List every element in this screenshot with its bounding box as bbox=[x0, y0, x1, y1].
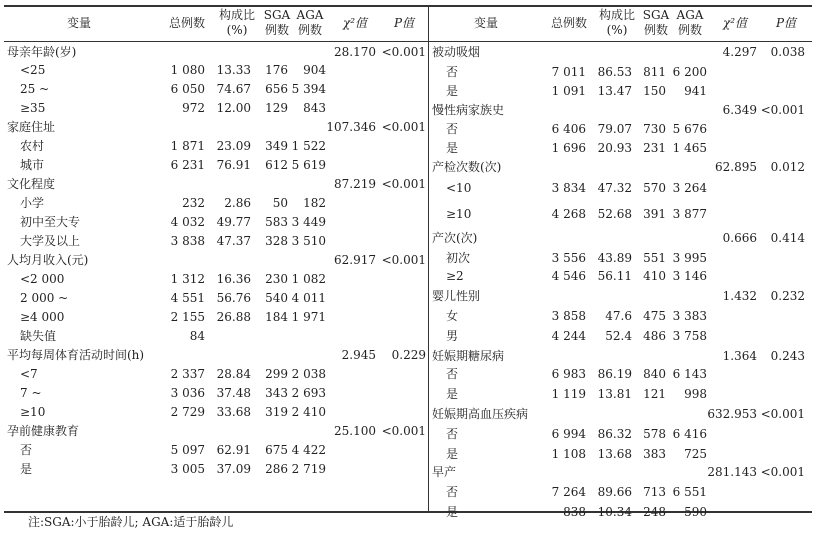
table-row bbox=[4, 347, 812, 365]
header-variable-left: 变量 bbox=[66, 15, 91, 30]
cell-sga: 570 bbox=[643, 181, 666, 195]
row-category-label: 人均月收入(元) bbox=[7, 253, 89, 267]
row-sublabel: 25 ~ bbox=[20, 82, 50, 96]
cell-total: 3 834 bbox=[551, 181, 586, 195]
cell-total: 2 155 bbox=[170, 310, 205, 324]
row-sublabel: 女 bbox=[446, 309, 459, 323]
table-row bbox=[4, 43, 812, 61]
header-sga-left: SGA 例数 bbox=[263, 8, 291, 37]
row-sublabel: 是 bbox=[446, 84, 459, 98]
cell-p bbox=[745, 365, 805, 383]
cell-p: <0.001 bbox=[381, 177, 426, 191]
cell-p: <0.001 bbox=[381, 45, 426, 59]
row-category-label: 孕前健康教育 bbox=[7, 424, 80, 438]
cell-sga: 578 bbox=[643, 427, 666, 441]
row-sublabel: 是 bbox=[446, 387, 459, 401]
cell-sga: 299 bbox=[265, 367, 288, 381]
cell-ratio: 86.19 bbox=[597, 367, 632, 381]
cell-sga: 230 bbox=[265, 272, 288, 286]
cell-ratio: 20.93 bbox=[597, 141, 632, 155]
row-sublabel: 初次 bbox=[446, 251, 471, 265]
row-category-label: 早产 bbox=[432, 465, 457, 479]
cell-sga: 391 bbox=[643, 207, 666, 221]
row-sublabel: <25 bbox=[20, 63, 46, 77]
header-aga-left: AGA 例数 bbox=[296, 8, 324, 37]
cell-total: 3 838 bbox=[170, 234, 205, 248]
cell-chi: 4.297 bbox=[722, 45, 757, 59]
row-sublabel: ≥4 000 bbox=[20, 310, 65, 324]
row-sublabel: 否 bbox=[446, 367, 459, 381]
cell-sga: 231 bbox=[643, 141, 666, 155]
cell-total: 1 119 bbox=[551, 387, 586, 401]
cell-aga: 3 146 bbox=[672, 269, 707, 283]
table-row bbox=[4, 139, 812, 157]
cell-sga: 840 bbox=[643, 367, 666, 381]
cell-aga: 1 522 bbox=[291, 139, 326, 153]
cell-total: 6 994 bbox=[551, 427, 586, 441]
cell-aga: 3 383 bbox=[672, 309, 707, 323]
cell-ratio: 47.32 bbox=[597, 181, 632, 195]
cell-ratio: 52.68 bbox=[597, 207, 632, 221]
cell-aga: 1 465 bbox=[672, 141, 707, 155]
cell-total: 6 050 bbox=[170, 82, 205, 96]
row-sublabel: 否 bbox=[446, 427, 459, 441]
row-category-label: 慢性病家族史 bbox=[432, 103, 505, 117]
cell-p bbox=[745, 205, 805, 223]
header-variable-right: 变量 bbox=[473, 15, 498, 30]
table-row bbox=[4, 179, 812, 197]
row-sublabel: 小学 bbox=[20, 196, 45, 210]
cell-ratio: 86.32 bbox=[597, 427, 632, 441]
cell-chi: 25.100 bbox=[334, 424, 376, 438]
cell-p: 0.414 bbox=[770, 231, 805, 245]
cell-total: 1 108 bbox=[551, 447, 586, 461]
cell-total: 232 bbox=[182, 196, 205, 210]
cell-ratio: 76.91 bbox=[216, 158, 251, 172]
cell-ratio: 33.68 bbox=[216, 405, 251, 419]
cell-sga: 176 bbox=[265, 63, 288, 77]
cell-total: 6 231 bbox=[170, 158, 205, 172]
row-sublabel: 是 bbox=[20, 462, 33, 476]
cell-p: 0.038 bbox=[770, 45, 805, 59]
row-category-label: 婴儿性别 bbox=[432, 289, 481, 303]
table-row bbox=[4, 229, 812, 247]
row-sublabel: ≥35 bbox=[20, 101, 46, 115]
row-sublabel: 初中至大专 bbox=[20, 215, 81, 229]
cell-sga: 343 bbox=[265, 386, 288, 400]
row-sublabel: 是 bbox=[446, 447, 459, 461]
cell-total: 3 556 bbox=[551, 251, 586, 265]
cell-aga: 1 971 bbox=[291, 310, 326, 324]
header-total-right: 总例数 bbox=[550, 15, 587, 30]
cell-p bbox=[745, 139, 805, 157]
cell-ratio: 49.77 bbox=[216, 215, 251, 229]
cell-aga: 3 995 bbox=[672, 251, 707, 265]
cell-sga: 583 bbox=[265, 215, 288, 229]
table-row bbox=[4, 483, 812, 501]
cell-total: 972 bbox=[182, 101, 205, 115]
cell-sga: 349 bbox=[265, 139, 288, 153]
cell-total: 838 bbox=[563, 505, 586, 519]
cell-aga: 2 719 bbox=[291, 462, 326, 476]
cell-aga: 1 082 bbox=[291, 272, 326, 286]
cell-ratio: 37.48 bbox=[216, 386, 251, 400]
cell-total: 1 696 bbox=[551, 141, 586, 155]
cell-aga: 998 bbox=[684, 387, 707, 401]
cell-ratio: 52.4 bbox=[605, 329, 632, 343]
cell-total: 1 091 bbox=[551, 84, 586, 98]
row-category-label: 妊娠期高血压疾病 bbox=[432, 407, 529, 421]
cell-total: 6 406 bbox=[551, 122, 586, 136]
cell-p bbox=[745, 503, 805, 521]
cell-ratio: 23.09 bbox=[216, 139, 251, 153]
cell-aga: 3 758 bbox=[672, 329, 707, 343]
cell-ratio: 74.67 bbox=[216, 82, 251, 96]
cell-ratio: 13.81 bbox=[597, 387, 632, 401]
cell-aga: 843 bbox=[303, 101, 326, 115]
table-row bbox=[4, 463, 812, 481]
cell-ratio: 28.84 bbox=[216, 367, 251, 381]
cell-chi: 28.170 bbox=[334, 45, 376, 59]
cell-sga: 129 bbox=[265, 101, 288, 115]
cell-sga: 675 bbox=[265, 443, 288, 457]
row-category-label: 平均每周体育活动时间(h) bbox=[7, 348, 145, 362]
header-p-left: P值 bbox=[393, 15, 415, 30]
row-category-label: 产检次数(次) bbox=[432, 160, 502, 174]
cell-total: 4 032 bbox=[170, 215, 205, 229]
cell-p bbox=[745, 82, 805, 100]
cell-sga: 475 bbox=[643, 309, 666, 323]
cell-p: <0.001 bbox=[760, 103, 805, 117]
cell-chi: 6.349 bbox=[722, 103, 757, 117]
cell-ratio: 47.6 bbox=[605, 309, 632, 323]
cell-total: 4 546 bbox=[551, 269, 586, 283]
row-sublabel: 城市 bbox=[20, 158, 45, 172]
cell-total: 84 bbox=[189, 329, 205, 343]
table-header-rule bbox=[4, 41, 812, 42]
cell-ratio: 16.36 bbox=[216, 272, 251, 286]
header-chi-left: χ²值 bbox=[342, 15, 368, 30]
cell-ratio: 62.91 bbox=[216, 443, 251, 457]
cell-ratio: 26.88 bbox=[216, 310, 251, 324]
cell-ratio: 10.34 bbox=[597, 505, 632, 519]
cell-aga: 2 038 bbox=[291, 367, 326, 381]
cell-ratio: 13.47 bbox=[597, 84, 632, 98]
cell-ratio: 86.53 bbox=[597, 65, 632, 79]
table-row bbox=[4, 120, 812, 138]
header-chi-right: χ²值 bbox=[722, 15, 748, 30]
cell-total: 3 005 bbox=[170, 462, 205, 476]
cell-aga: 3 510 bbox=[291, 234, 326, 248]
row-category-label: 母亲年龄(岁) bbox=[7, 45, 77, 59]
cell-aga: 6 416 bbox=[672, 427, 707, 441]
cell-aga: 904 bbox=[303, 63, 326, 77]
cell-aga: 725 bbox=[684, 447, 707, 461]
table-row bbox=[4, 158, 812, 176]
row-category-label: 产次(次) bbox=[432, 231, 478, 245]
cell-ratio: 12.00 bbox=[216, 101, 251, 115]
cell-p: 0.243 bbox=[770, 349, 805, 363]
cell-total: 6 983 bbox=[551, 367, 586, 381]
row-sublabel: 7 ~ bbox=[20, 386, 42, 400]
cell-p: <0.001 bbox=[381, 120, 426, 134]
cell-total: 3 858 bbox=[551, 309, 586, 323]
table-row bbox=[4, 205, 812, 223]
cell-sga: 121 bbox=[643, 387, 666, 401]
row-sublabel: <2 000 bbox=[20, 272, 65, 286]
cell-chi: 107.346 bbox=[326, 120, 376, 134]
cell-total: 1 080 bbox=[170, 63, 205, 77]
header-aga-right: AGA 例数 bbox=[676, 8, 704, 37]
cell-total: 2 337 bbox=[170, 367, 205, 381]
cell-aga: 590 bbox=[684, 505, 707, 519]
table-row bbox=[4, 385, 812, 403]
row-category-label: 被动吸烟 bbox=[432, 45, 481, 59]
cell-sga: 319 bbox=[265, 405, 288, 419]
cell-total: 4 244 bbox=[551, 329, 586, 343]
row-sublabel: 2 000 ~ bbox=[20, 291, 69, 305]
table-row bbox=[4, 327, 812, 345]
row-category-label: 家庭住址 bbox=[7, 120, 56, 134]
cell-ratio: 37.09 bbox=[216, 462, 251, 476]
row-sublabel: 否 bbox=[446, 485, 459, 499]
cell-sga: 540 bbox=[265, 291, 288, 305]
cell-p: 0.229 bbox=[391, 348, 426, 362]
table-row bbox=[4, 267, 812, 285]
cell-ratio: 43.89 bbox=[597, 251, 632, 265]
cell-sga: 248 bbox=[643, 505, 666, 519]
cell-total: 4 268 bbox=[551, 207, 586, 221]
cell-total: 4 551 bbox=[170, 291, 205, 305]
cell-p bbox=[745, 120, 805, 138]
header-sga-right: SGA 例数 bbox=[642, 8, 670, 37]
table-row bbox=[4, 405, 812, 423]
cell-sga: 551 bbox=[643, 251, 666, 265]
cell-ratio: 56.76 bbox=[216, 291, 251, 305]
row-sublabel: 是 bbox=[446, 141, 459, 155]
cell-total: 7 011 bbox=[551, 65, 586, 79]
cell-sga: 811 bbox=[643, 65, 666, 79]
cell-chi: 2.945 bbox=[341, 348, 376, 362]
cell-chi: 62.895 bbox=[715, 160, 757, 174]
cell-ratio: 2.86 bbox=[224, 196, 251, 210]
cell-p bbox=[745, 267, 805, 285]
cell-aga: 3 877 bbox=[672, 207, 707, 221]
table-row bbox=[4, 425, 812, 443]
cell-total: 1 871 bbox=[170, 139, 205, 153]
cell-p: <0.001 bbox=[760, 407, 805, 421]
header-total-left: 总例数 bbox=[168, 15, 205, 30]
cell-aga: 4 011 bbox=[291, 291, 326, 305]
cell-p bbox=[745, 483, 805, 501]
row-category-label: 文化程度 bbox=[7, 177, 56, 191]
cell-p: 0.012 bbox=[770, 160, 805, 174]
row-sublabel: <7 bbox=[20, 367, 38, 381]
cell-sga: 656 bbox=[265, 82, 288, 96]
cell-ratio: 79.07 bbox=[597, 122, 632, 136]
cell-aga: 6 551 bbox=[672, 485, 707, 499]
cell-p: <0.001 bbox=[760, 465, 805, 479]
row-sublabel: ≥2 bbox=[446, 269, 464, 283]
cell-p bbox=[745, 249, 805, 267]
cell-sga: 713 bbox=[643, 485, 666, 499]
cell-sga: 730 bbox=[643, 122, 666, 136]
cell-p: 0.232 bbox=[770, 289, 805, 303]
cell-aga: 5 619 bbox=[291, 158, 326, 172]
table-row bbox=[4, 63, 812, 81]
cell-aga: 4 422 bbox=[291, 443, 326, 457]
table-row bbox=[4, 365, 812, 383]
cell-chi: 281.143 bbox=[707, 465, 757, 479]
cell-ratio: 47.37 bbox=[216, 234, 251, 248]
header-p-right: P值 bbox=[775, 15, 797, 30]
header-ratio-left: 构成比 (%) bbox=[218, 8, 255, 37]
cell-p: <0.001 bbox=[381, 253, 426, 267]
cell-sga: 150 bbox=[643, 84, 666, 98]
cell-aga: 6 200 bbox=[672, 65, 707, 79]
cell-chi: 87.219 bbox=[334, 177, 376, 191]
row-sublabel: 男 bbox=[446, 329, 459, 343]
table-row bbox=[4, 307, 812, 325]
row-sublabel: 农村 bbox=[20, 139, 45, 153]
cell-total: 1 312 bbox=[170, 272, 205, 286]
row-sublabel: <10 bbox=[446, 181, 472, 195]
cell-ratio: 56.11 bbox=[597, 269, 632, 283]
cell-sga: 486 bbox=[643, 329, 666, 343]
cell-ratio: 13.68 bbox=[597, 447, 632, 461]
cell-p bbox=[745, 445, 805, 463]
table-row bbox=[4, 287, 812, 305]
cell-chi: 62.917 bbox=[334, 253, 376, 267]
cell-p bbox=[745, 307, 805, 325]
cell-sga: 383 bbox=[643, 447, 666, 461]
row-sublabel: 否 bbox=[446, 65, 459, 79]
row-sublabel: 缺失值 bbox=[20, 329, 57, 343]
cell-sga: 184 bbox=[265, 310, 288, 324]
cell-aga: 182 bbox=[303, 196, 326, 210]
table-footnote: 注:SGA:小于胎龄儿; AGA:适于胎龄儿 bbox=[28, 515, 234, 529]
cell-total: 2 729 bbox=[170, 405, 205, 419]
cell-aga: 5 394 bbox=[291, 82, 326, 96]
cell-total: 3 036 bbox=[170, 386, 205, 400]
row-sublabel: ≥10 bbox=[20, 405, 46, 419]
row-sublabel: 否 bbox=[446, 122, 459, 136]
cell-p: <0.001 bbox=[381, 424, 426, 438]
cell-aga: 2 410 bbox=[291, 405, 326, 419]
cell-chi: 1.432 bbox=[722, 289, 757, 303]
table-row bbox=[4, 249, 812, 267]
cell-p bbox=[745, 327, 805, 345]
cell-chi: 0.666 bbox=[722, 231, 757, 245]
cell-aga: 2 693 bbox=[291, 386, 326, 400]
cell-p bbox=[745, 385, 805, 403]
cell-p bbox=[745, 179, 805, 197]
cell-aga: 5 676 bbox=[672, 122, 707, 136]
cell-sga: 50 bbox=[272, 196, 288, 210]
header-ratio-right: 构成比 (%) bbox=[598, 8, 635, 37]
row-sublabel: 是 bbox=[446, 505, 459, 519]
cell-p bbox=[745, 63, 805, 81]
cell-total: 5 097 bbox=[170, 443, 205, 457]
cell-aga: 3 264 bbox=[672, 181, 707, 195]
row-sublabel: ≥10 bbox=[446, 207, 472, 221]
table-row bbox=[4, 101, 812, 119]
cell-total: 7 264 bbox=[551, 485, 586, 499]
cell-p bbox=[745, 425, 805, 443]
cell-chi: 1.364 bbox=[722, 349, 757, 363]
cell-aga: 6 143 bbox=[672, 367, 707, 381]
row-sublabel: 否 bbox=[20, 443, 33, 457]
cell-sga: 286 bbox=[265, 462, 288, 476]
cell-aga: 3 449 bbox=[291, 215, 326, 229]
row-sublabel: 大学及以上 bbox=[20, 234, 81, 248]
cell-chi: 632.953 bbox=[707, 407, 757, 421]
cell-sga: 612 bbox=[265, 158, 288, 172]
table-row bbox=[4, 445, 812, 463]
row-category-label: 妊娠期糖尿病 bbox=[432, 349, 505, 363]
cell-sga: 410 bbox=[643, 269, 666, 283]
table-row bbox=[4, 82, 812, 100]
cell-ratio: 89.66 bbox=[597, 485, 632, 499]
cell-aga: 941 bbox=[684, 84, 707, 98]
cell-ratio: 13.33 bbox=[216, 63, 251, 77]
cell-sga: 328 bbox=[265, 234, 288, 248]
